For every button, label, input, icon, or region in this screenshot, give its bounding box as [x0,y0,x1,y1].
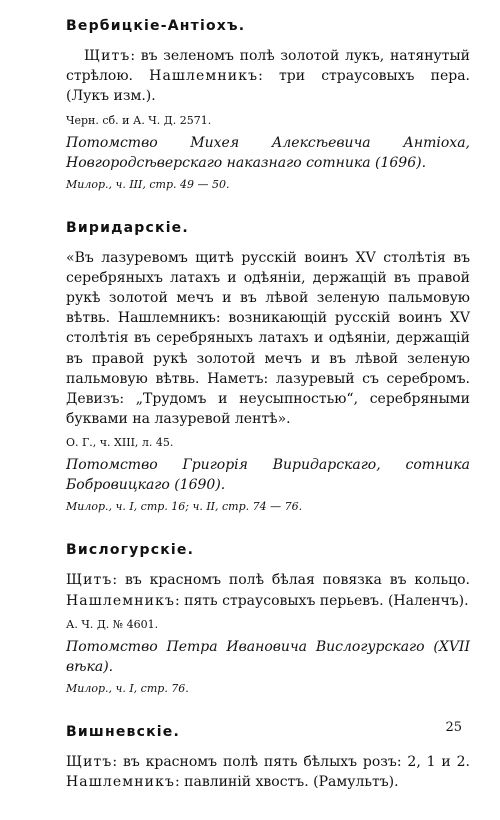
entry-vishnevskie [66,724,470,792]
entry-title: Виридарскіе. [66,219,189,236]
desc-text: : павлиній хвостъ. (Рамультъ). [174,774,399,791]
desc-text: : пять страусовыхъ перьевъ. (Наленчъ). [174,592,469,609]
entry-viridarskie [66,220,470,515]
entry-description [66,752,470,792]
entry-verbitskie-antiokh [66,18,470,192]
page-content [66,18,470,820]
entry-description [66,570,470,610]
lineage-text: Потомство Михея Алексѣевича Антіоха, Новгородсѣверскаго наказнаго сотника (1696). [66,134,470,171]
desc-label: Нашлемникъ [66,592,175,609]
entry-title: Вислогурскіе. [66,542,195,559]
desc-label: Нашлемникъ [66,774,175,791]
entry-description [66,46,470,107]
desc-label: Щитъ [84,48,131,64]
entry-vislogurskie [66,542,470,695]
desc-label: Нашлемникъ [149,68,259,85]
literature-reference: Милор., ч. I, стр. 76. [66,681,189,695]
desc-label: Щитъ [66,753,113,770]
entry-description: «Въ лазуревомъ щитѣ русскій воинъ XV столѣтія въ серебряныхъ латахъ и одѣяніи, держащій въ правой рукѣ золотой мечъ и въ лѣвой зеленую пальмовую вѣтвь. Нашлемникъ: возникающій русскій воинъ XV столѣтія въ серебряныхъ латахъ и одѣяніи, держащій въ правой рукѣ золотой мечъ и въ лѣвой зеленую пальмовую вѣтвь. Наметъ: лазуревый съ серебромъ. Девизъ: „Трудомъ и неусыпностью“, серебряными буквами на лазуревой лентѣ». [66,249,470,428]
desc-text: : въ красномъ полѣ бѣлая повязка въ кольцо. [112,572,470,589]
source-reference: А. Ч. Д. № 4601. [66,617,159,631]
lineage-text: Потомство Григорія Виридарскаго, сотника Бобровицкаго (1690). [66,457,470,494]
literature-reference: Милор., ч. I, стр. 16; ч. II, стр. 74 — 76. [66,500,303,514]
source-reference: Черн. сб. и А. Ч. Д. 2571. [66,113,212,127]
literature-reference: Милор., ч. III, стр. 49 — 50. [66,177,230,191]
page-number: 25 [445,720,462,735]
source-reference: О. Г., ч. XIII, л. 45. [66,436,174,450]
entry-title: Вербицкіе-Антіохъ. [66,18,246,34]
desc-label: Щитъ [66,572,113,589]
lineage-text: Потомство Петра Ивановича Вислогурскаго (XVII вѣка). [66,638,470,675]
desc-text: : въ зеленомъ полѣ золотой лукъ, натянутый стрѣлою. [66,48,470,85]
desc-text: : три страусовыхъ пера. (Лукъ изм.). [66,68,470,105]
desc-text: : въ красномъ полѣ пять бѣлыхъ розъ: 2, 1 и 2. [112,753,470,770]
entry-title: Вишневскіе. [66,723,180,740]
